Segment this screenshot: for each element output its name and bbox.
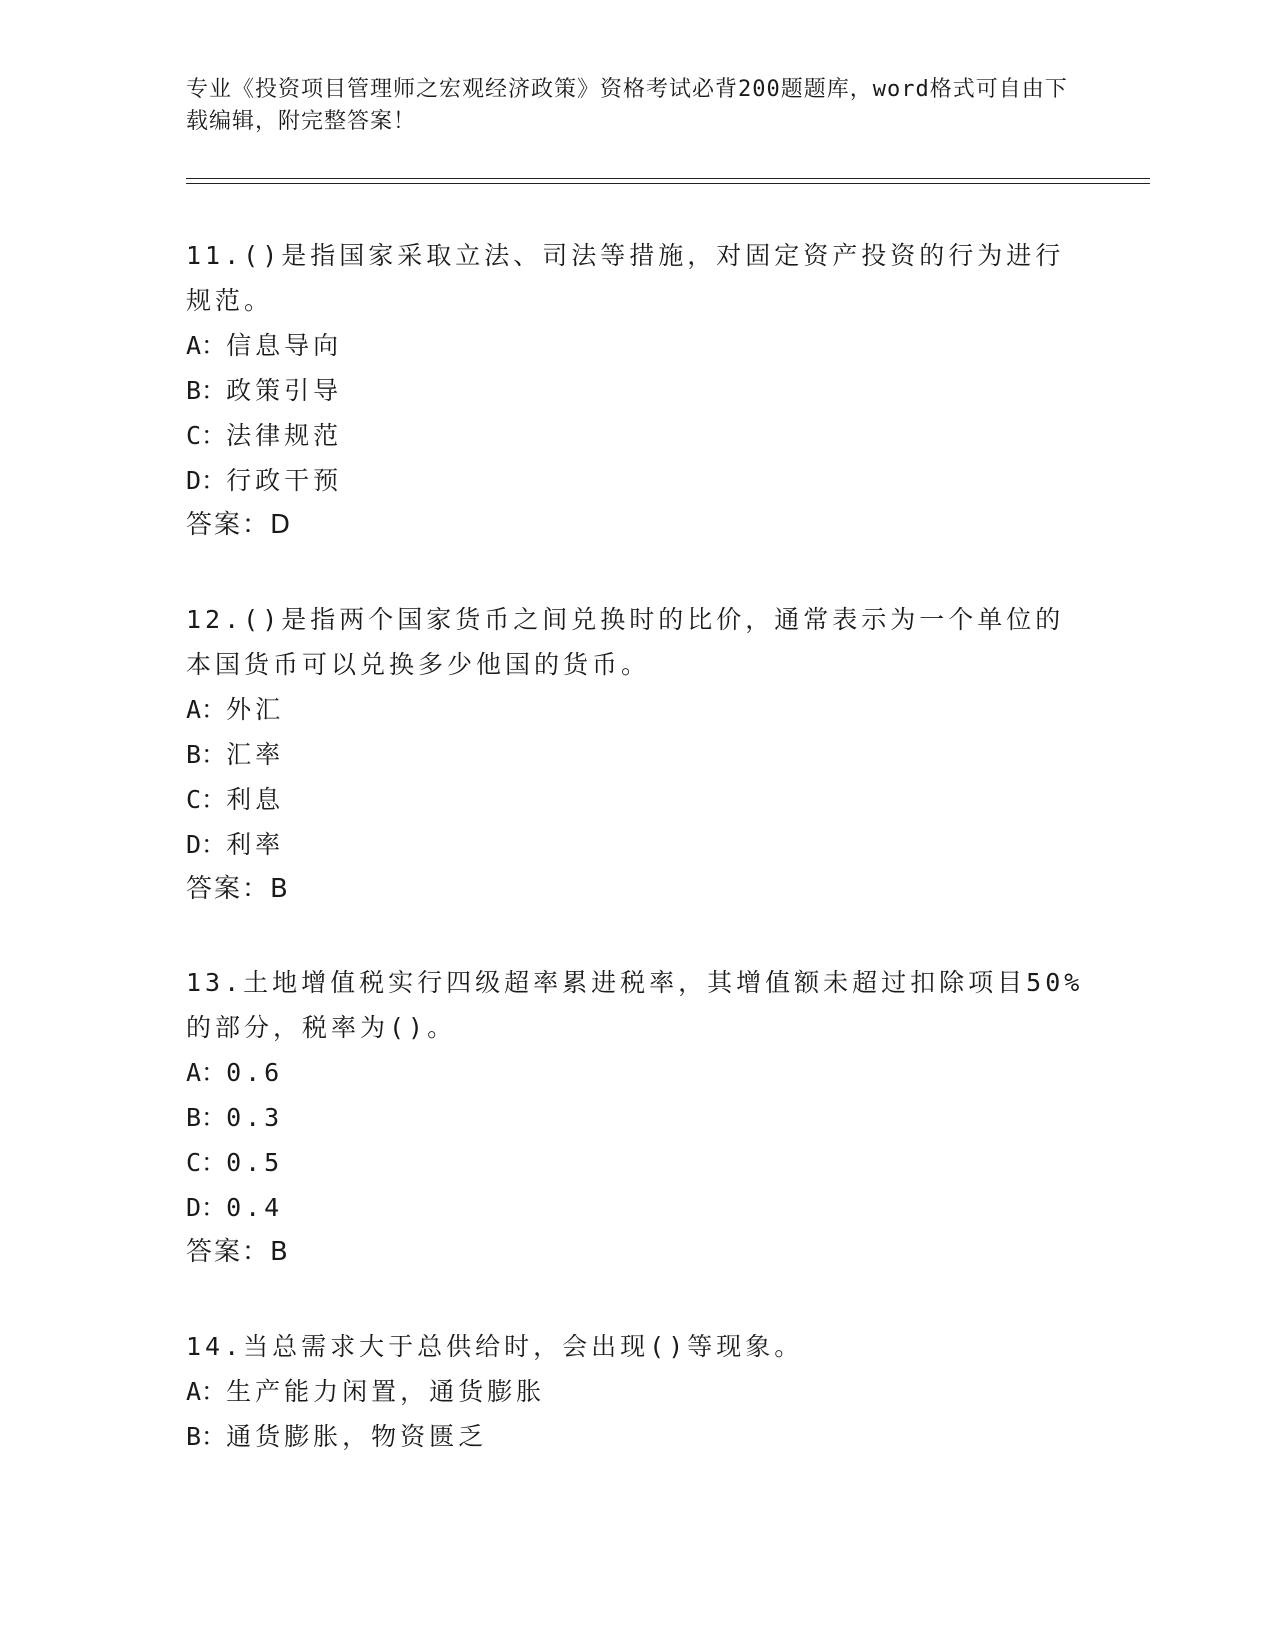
question-14 — [186, 1324, 1086, 1459]
option-text: 行政干预 — [226, 466, 343, 495]
option-c — [186, 777, 1086, 822]
question-13 — [186, 960, 1086, 1275]
document-header-note: 专业《投资项目管理师之宏观经济政策》资格考试必背200题题库，word格式可自由下载编辑，附完整答案！ — [186, 77, 1068, 134]
question-stem: 14.当总需求大于总供给时，会出现()等现象。 — [186, 1332, 804, 1361]
option-text: 政策引导 — [226, 376, 343, 405]
question-stem: 12.()是指两个国家货币之间兑换时的比价，通常表示为一个单位的本国货币可以兑换多少他国的货币。 — [186, 605, 1065, 679]
answer-line: 答案：B — [186, 874, 290, 904]
option-letter: A： — [186, 695, 227, 724]
option-letter: A： — [186, 1058, 227, 1087]
option-b — [186, 368, 1086, 413]
option-letter: B： — [186, 1103, 227, 1132]
answer-line: 答案：D — [186, 510, 293, 540]
option-letter: D： — [186, 830, 227, 859]
answer-line: 答案：B — [186, 1237, 290, 1267]
option-letter: C： — [186, 1148, 227, 1177]
option-d — [186, 458, 1086, 503]
question-12 — [186, 597, 1086, 912]
option-d — [186, 1185, 1086, 1230]
question-stem: 13.土地增值税实行四级超率累进税率，其增值额未超过扣除项目50%的部分，税率为()。 — [186, 968, 1084, 1042]
option-letter: B： — [186, 376, 227, 405]
option-text: 0.5 — [226, 1148, 284, 1177]
option-letter: A： — [186, 331, 227, 360]
option-a — [186, 687, 1086, 732]
header-divider-bottom — [186, 183, 1150, 184]
option-text: 0.3 — [226, 1103, 284, 1132]
option-letter: B： — [186, 740, 227, 769]
option-text: 生产能力闲置，通货膨胀 — [226, 1377, 546, 1406]
option-a — [186, 323, 1086, 368]
option-text: 利息 — [226, 785, 285, 814]
header-divider-top — [186, 178, 1150, 179]
option-c — [186, 1140, 1086, 1185]
option-letter: C： — [186, 785, 227, 814]
option-letter: D： — [186, 466, 227, 495]
option-text: 0.4 — [226, 1193, 284, 1222]
option-text: 通货膨胀，物资匮乏 — [226, 1422, 488, 1451]
option-letter: B： — [186, 1422, 227, 1451]
option-text: 利率 — [226, 830, 285, 859]
option-a — [186, 1369, 1086, 1414]
option-text: 0.6 — [226, 1058, 284, 1087]
option-b — [186, 732, 1086, 777]
option-text: 外汇 — [226, 695, 285, 724]
option-text: 信息导向 — [226, 331, 343, 360]
option-a — [186, 1050, 1086, 1095]
option-text: 法律规范 — [226, 421, 343, 450]
question-11 — [186, 233, 1086, 548]
option-text: 汇率 — [226, 740, 285, 769]
option-d — [186, 822, 1086, 867]
option-b — [186, 1095, 1086, 1140]
option-letter: C： — [186, 421, 227, 450]
option-letter: A： — [186, 1377, 227, 1406]
question-stem: 11.()是指国家采取立法、司法等措施，对固定资产投资的行为进行规范。 — [186, 241, 1065, 315]
option-b — [186, 1414, 1086, 1459]
option-c — [186, 413, 1086, 458]
option-letter: D： — [186, 1193, 227, 1222]
